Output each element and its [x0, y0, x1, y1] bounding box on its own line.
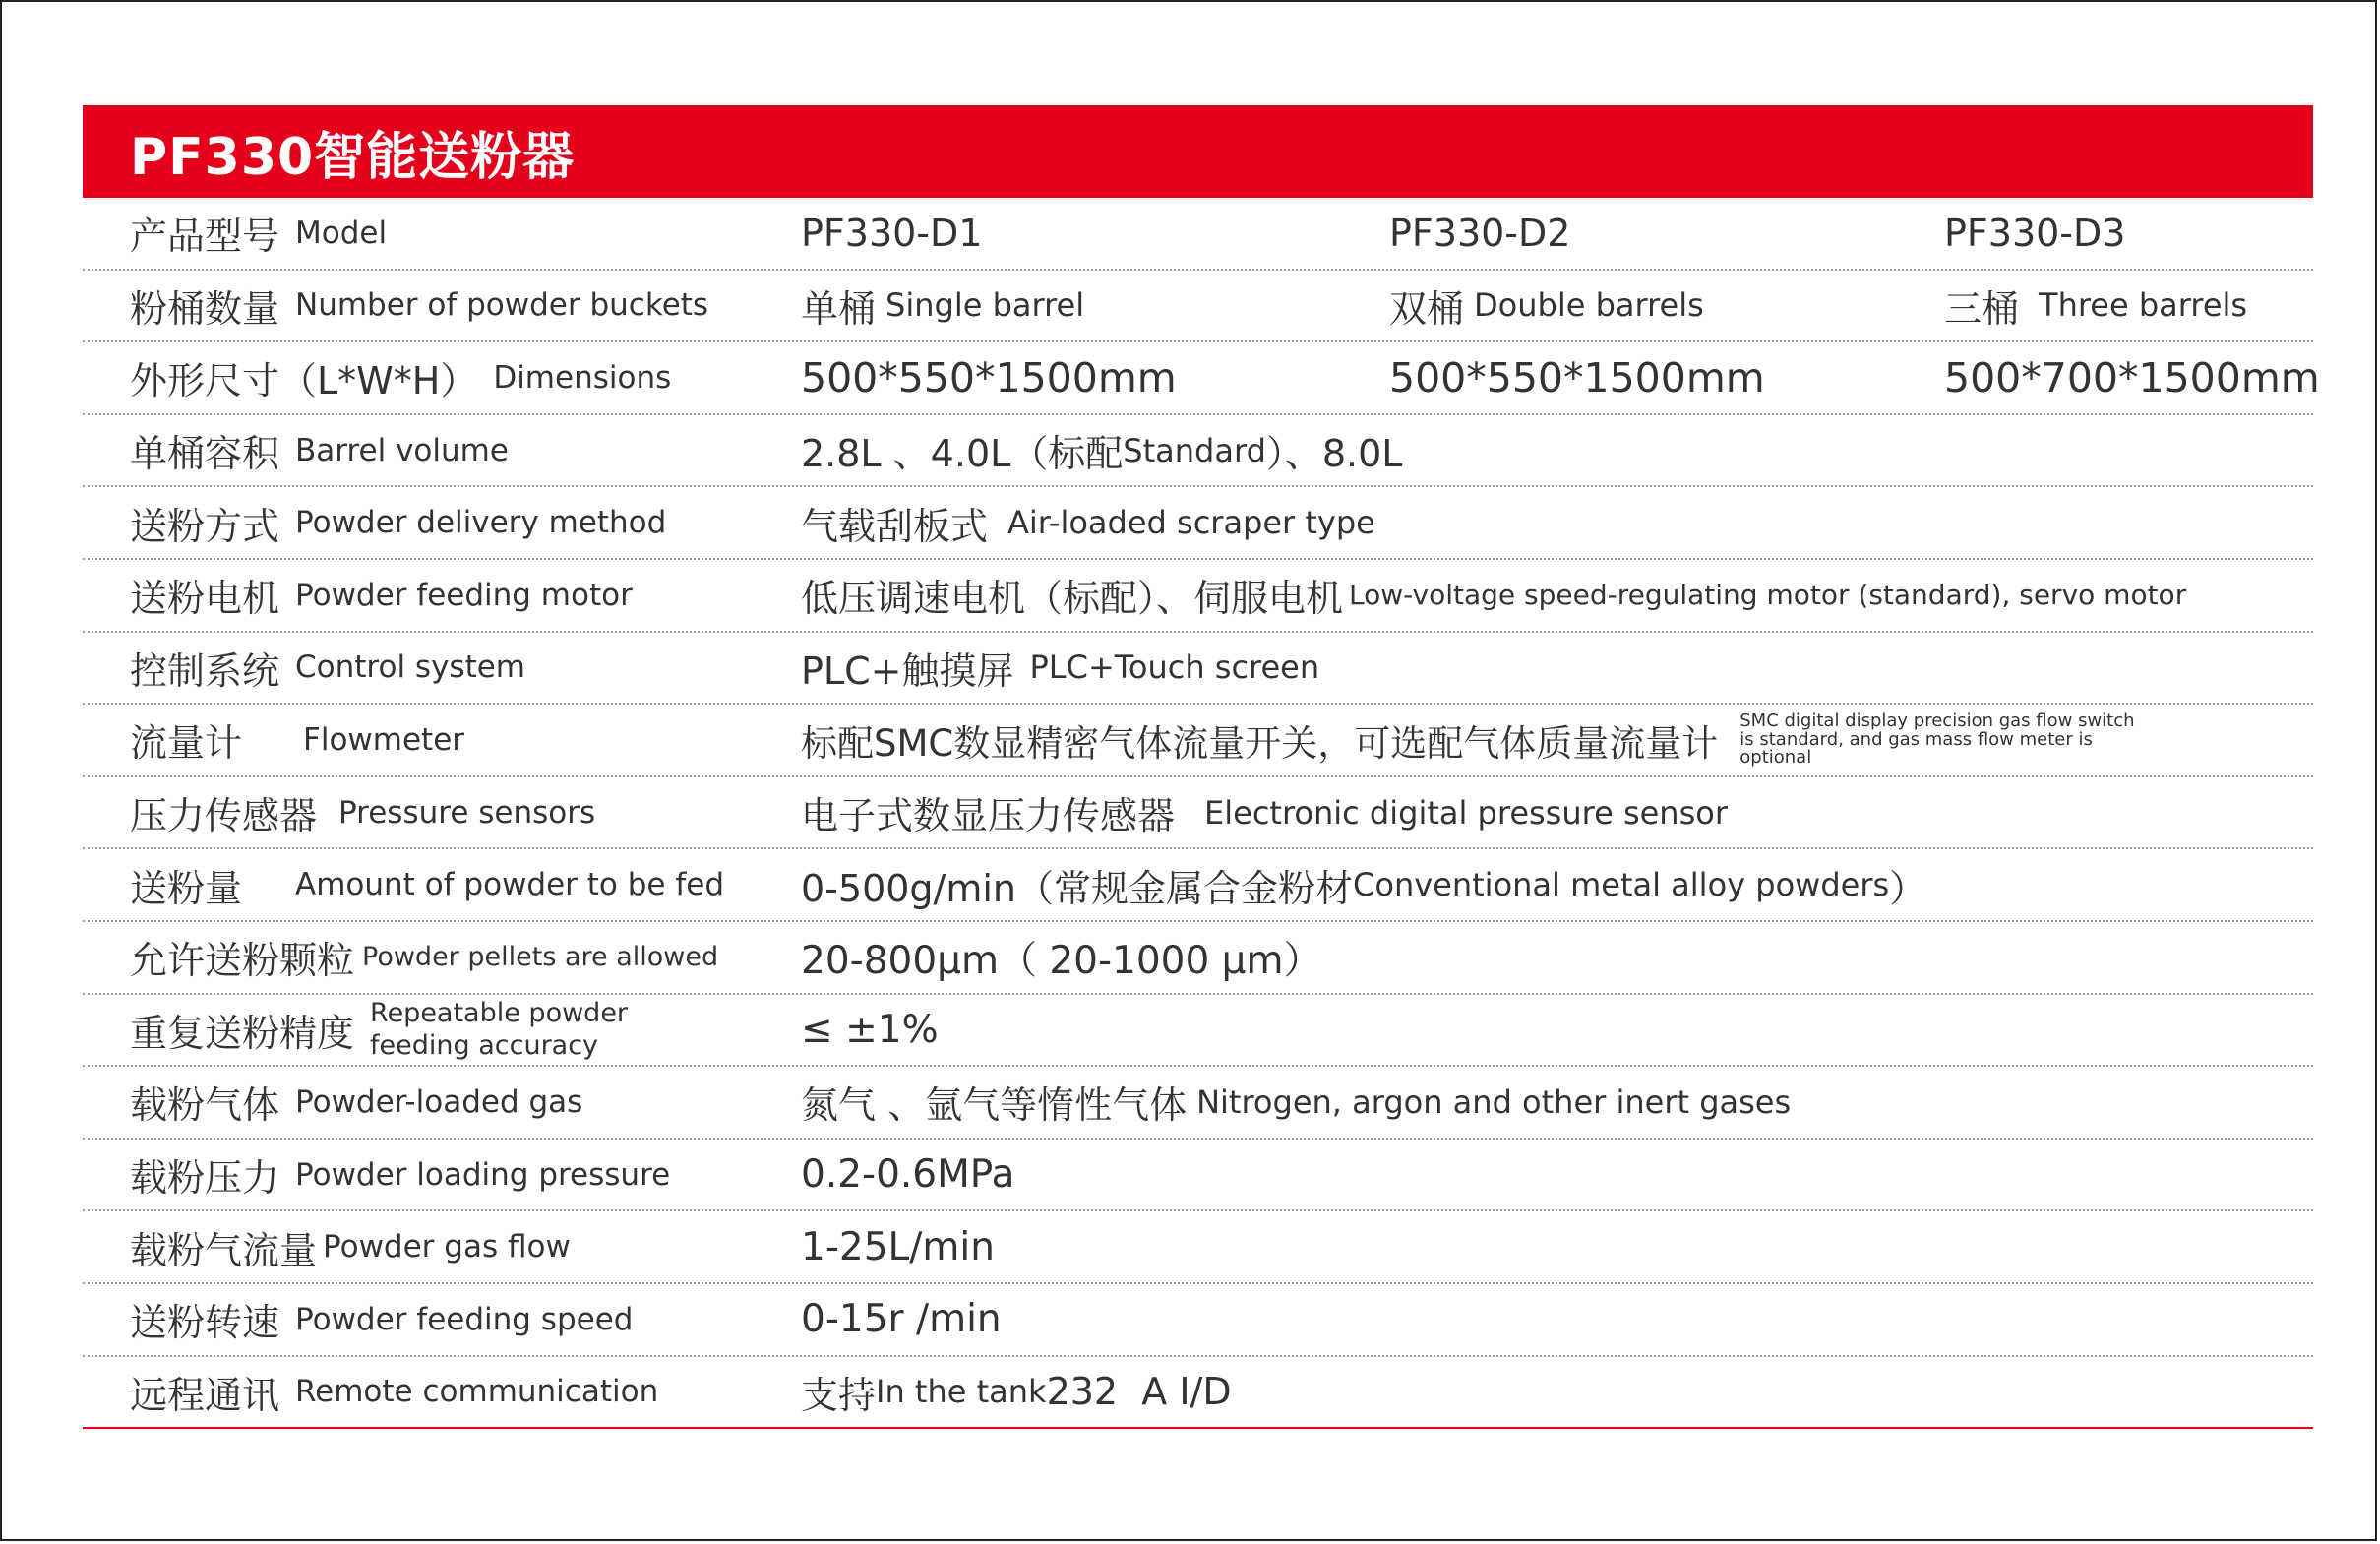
row-label-en: Amount of powder to be fed [295, 867, 725, 903]
model-d1: PF330-D1 [801, 211, 983, 255]
row-label-zh: 压力传感器 [130, 794, 318, 838]
row-label-zh: 控制系统 [130, 648, 280, 693]
row-label-zh: 允许送粉颗粒 [130, 939, 355, 983]
spec-row-pressure-sensors [83, 777, 2313, 850]
row-label-zh: 单桶容积 [130, 432, 280, 476]
title-bar [83, 105, 2313, 198]
value-part-en: Standard [1123, 431, 1266, 469]
dimensions-d1: 500*550*1500mm [801, 353, 1177, 401]
value-part-en: In the tank [876, 1373, 1047, 1411]
value-en: Low-voltage speed-regulating motor (standard), servo motor [1349, 579, 2187, 612]
row-label-en: Powder-loaded gas [295, 1083, 583, 1120]
row-label-en: Powder pellets are allowed [362, 942, 719, 973]
spec-row-model [83, 198, 2313, 271]
row-label-zh: 产品型号 [130, 215, 280, 259]
dimensions-d3: 500*700*1500mm [1944, 353, 2320, 401]
row-label-en: Repeatable powder feeding accuracy [370, 997, 629, 1062]
value-en: Double barrels [1474, 286, 1704, 325]
row-label-zh: 送粉方式 [130, 504, 280, 548]
value-part: ） [1889, 866, 1927, 910]
row-label-zh: 远程通讯 [130, 1373, 280, 1417]
value-part-en: Conventional metal alloy powders [1353, 866, 1890, 904]
spec-row-flowmeter [83, 705, 2313, 777]
row-label-en: Powder delivery method [295, 505, 667, 541]
spec-row-control-system [83, 633, 2313, 706]
value-zh: 三桶 [1944, 286, 2020, 331]
row-label-zh: 送粉转速 [130, 1301, 280, 1345]
row-label-zh: 载粉气流量 [130, 1228, 318, 1272]
value: 20-800μm（ 20-1000 μm） [801, 938, 1322, 983]
page-title: PF330智能送粉器 [130, 127, 576, 187]
value-zh: 双桶 [1389, 286, 1465, 331]
value-zh: 标配SMC数显精密气体流量开关，可选配气体质量流量计 [801, 721, 1719, 765]
value: ≤ ±1% [801, 1007, 939, 1052]
row-label-en: Flowmeter [303, 721, 465, 758]
row-label-zh: 流量计 [130, 721, 243, 766]
spec-row-barrel-volume [83, 415, 2313, 488]
spec-row-accuracy [83, 995, 2313, 1068]
spec-row-feeding-speed [83, 1284, 2313, 1357]
spec-row-feeding-motor [83, 560, 2313, 633]
spec-row-gas-flow [83, 1211, 2313, 1284]
spec-row-pellets [83, 922, 2313, 995]
value: 0-15r /min [801, 1297, 1002, 1342]
value-part: 0-500g/min（常规金属合金粉材 [801, 866, 1354, 910]
value-en: Single barrel [885, 286, 1085, 325]
value-zh: 低压调速电机（标配）、伺服电机 [801, 577, 1344, 621]
row-label-en: Remote communication [295, 1374, 659, 1410]
row-label-en: Powder feeding speed [295, 1301, 634, 1337]
row-label-en: Powder feeding motor [295, 577, 633, 613]
row-label-en: Control system [295, 649, 525, 686]
value-zh: 电子式数显压力传感器 [801, 794, 1176, 838]
row-label-zh: 重复送粉精度 [130, 1011, 355, 1055]
model-d2: PF330-D2 [1389, 211, 1571, 255]
row-label-en: Dimensions [493, 359, 672, 396]
spec-row-loading-pressure [83, 1140, 2313, 1212]
row-label-en: Pressure sensors [338, 794, 596, 831]
spec-row-dimensions [83, 342, 2320, 415]
row-label-en: Powder loading pressure [295, 1156, 671, 1193]
row-label-zh: 载粉压力 [130, 1156, 280, 1201]
spec-row-delivery-method [83, 487, 2313, 560]
row-label-en: Number of powder buckets [295, 287, 709, 324]
spec-row-remote-communication [83, 1357, 2313, 1430]
spec-row-gas [83, 1067, 2313, 1140]
row-label-zh: 送粉电机 [130, 577, 280, 621]
dimensions-d2: 500*550*1500mm [1389, 353, 1765, 401]
row-label-zh: 载粉气体 [130, 1083, 280, 1128]
value-en: PLC+Touch screen [1029, 648, 1320, 687]
value-en: Electronic digital pressure sensor [1204, 793, 1728, 832]
row-label-zh: 送粉量 [130, 866, 243, 910]
value-part: ）、8.0L [1265, 432, 1403, 476]
value-part: 支持 [801, 1373, 877, 1417]
row-label-en: Powder gas flow [323, 1229, 571, 1266]
value-zh: PLC+触摸屏 [801, 648, 1014, 693]
value-en: Three barrels [2039, 286, 2248, 325]
value-zh: 氮气 、氩气等惰性气体 [801, 1083, 1188, 1128]
value-en-small: SMC digital display precision gas flow switch is standard, and gas mass flow meter is optional [1739, 710, 2135, 769]
value-zh: 气载刮板式 [801, 504, 989, 548]
model-d3: PF330-D3 [1944, 211, 2126, 255]
value-en: Air-loaded scraper type [1007, 504, 1375, 542]
value: 1-25L/min [801, 1224, 995, 1269]
spec-row-powder-amount [83, 849, 2313, 922]
value-part: 232 A I/D [1046, 1370, 1232, 1414]
spec-sheet [83, 105, 2320, 1429]
row-label-zh: 外形尺寸（L*W*H） [130, 359, 478, 403]
row-label-en: Model [295, 215, 388, 251]
row-label-zh: 粉桶数量 [130, 286, 280, 331]
value-part: 2.8L 、4.0L（标配 [801, 432, 1124, 476]
value-en: Nitrogen, argon and other inert gases [1196, 1082, 1792, 1121]
row-label-en: Barrel volume [295, 432, 509, 468]
spec-row-buckets [83, 271, 2313, 343]
value: 0.2-0.6MPa [801, 1152, 1015, 1198]
value-zh: 单桶 [801, 286, 877, 331]
